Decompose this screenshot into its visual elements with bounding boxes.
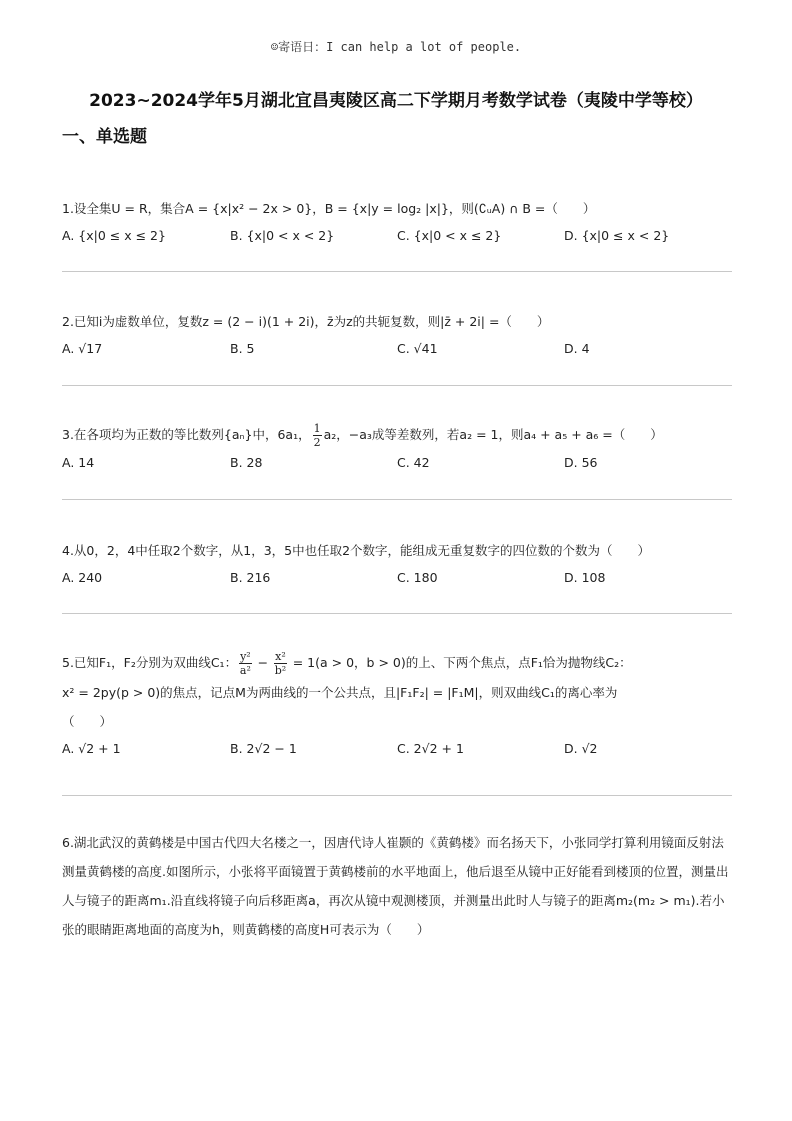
options-row	[62, 570, 734, 592]
question-stem-line-2: x² = 2py(p > 0)的焦点，记点M为两曲线的一个公共点，且|F₁F₂| = |F₁M|，则双曲线C₁的离心率为	[62, 685, 618, 700]
options-row	[62, 228, 734, 250]
option-c: C. √41	[397, 341, 438, 356]
fraction-denominator: a²	[239, 664, 251, 677]
question-stem-line-1	[62, 650, 734, 677]
options-row	[62, 455, 734, 477]
stem-text: 3.在各项均为正数的等比数列{aₙ}中，6a₁，	[62, 427, 311, 442]
stem-text: = 1(a > 0，b > 0)的上、下两个焦点，点F₁恰为抛物线C₂：	[288, 655, 632, 670]
stem-text: a₂，−a₃成等差数列，若a₂ = 1，则a₄ + a₅ + a₆ =（ ）	[323, 427, 663, 442]
divider	[62, 499, 732, 500]
divider	[62, 385, 732, 386]
fraction-numerator: y²	[240, 650, 251, 663]
option-d: D. √2	[564, 741, 598, 756]
fraction-numerator: x²	[275, 650, 286, 663]
fraction-denominator: b²	[274, 664, 287, 677]
option-a: A. 240	[62, 570, 103, 585]
divider	[62, 613, 732, 614]
fraction-denominator: 2	[313, 436, 321, 449]
question-4	[62, 543, 734, 592]
divider	[62, 271, 732, 272]
divider	[62, 795, 732, 796]
options-row	[62, 741, 734, 763]
option-c: C. 42	[397, 455, 430, 470]
option-d: D. {x|0 ≤ x < 2}	[564, 228, 670, 243]
question-3	[62, 422, 734, 477]
option-b: B. {x|0 < x < 2}	[230, 228, 335, 243]
question-stem: 6.湖北武汉的黄鹤楼是中国古代四大名楼之一，因唐代诗人崔颢的《黄鹤楼》而名扬天下，小张同学打算利用镜面反射法测量黄鹤楼的高度.如图所示，小张将平面镜置于黄鹤楼前的水平地面上，他后退至从镜中正好能看到楼顶的位置，测量出人与镜子的距离m₁.沿直线将镜子向后移距离a，再次从镜中观测楼顶，并测量出此时人与镜子的距离m₂(m₂ > m₁).若小张的眼睛距离地面的高度为h，则黄鹤楼的高度H可表示为（ ）	[62, 835, 729, 937]
option-d: D. 56	[564, 455, 598, 470]
option-c: C. 180	[397, 570, 438, 585]
question-stem: 4.从0，2，4中任取2个数字，从1，3，5中也任取2个数字，能组成无重复数字的四位数的个数为（ ）	[62, 543, 651, 558]
question-stem-line-3: （ ）	[62, 714, 113, 729]
stem-text: 5.已知F₁，F₂分别为双曲线C₁：	[62, 655, 238, 670]
motto: ☺寄语日：I can help a lot of people.	[270, 40, 522, 54]
question-6	[62, 828, 734, 944]
option-b: B. 28	[230, 455, 263, 470]
option-a: A. √2 + 1	[62, 741, 121, 756]
option-a: A. {x|0 ≤ x ≤ 2}	[62, 228, 166, 243]
option-b: B. 216	[230, 570, 271, 585]
question-stem	[62, 422, 734, 449]
options-row	[62, 341, 734, 363]
fraction	[239, 650, 252, 677]
page-title: 2023~2024学年5月湖北宜昌夷陵区高二下学期月考数学试卷（夷陵中学等校）	[89, 91, 703, 111]
question-stem: 2.已知i为虚数单位，复数z = (2 − i)(1 + 2i)，z̄为z的共轭复数，则|z̄ + 2i| =（ ）	[62, 314, 550, 329]
option-c: C. 2√2 + 1	[397, 741, 464, 756]
option-a: A. 14	[62, 455, 95, 470]
option-a: A. √17	[62, 341, 103, 356]
question-5	[62, 650, 734, 763]
question-1	[62, 201, 734, 250]
section-heading: 一、单选题	[62, 127, 147, 147]
option-b: B. 2√2 − 1	[230, 741, 297, 756]
option-d: D. 108	[564, 570, 606, 585]
fraction	[274, 650, 287, 677]
question-2	[62, 314, 734, 363]
option-b: B. 5	[230, 341, 255, 356]
stem-text: −	[253, 655, 273, 670]
option-c: C. {x|0 < x ≤ 2}	[397, 228, 502, 243]
fraction	[313, 422, 322, 449]
question-stem: 1.设全集U = R，集合A = {x|x² − 2x > 0}，B = {x|y = log₂ |x|}，则(∁ᵤA) ∩ B =（ ）	[62, 201, 596, 216]
fraction-numerator: 1	[313, 422, 321, 435]
option-d: D. 4	[564, 341, 590, 356]
